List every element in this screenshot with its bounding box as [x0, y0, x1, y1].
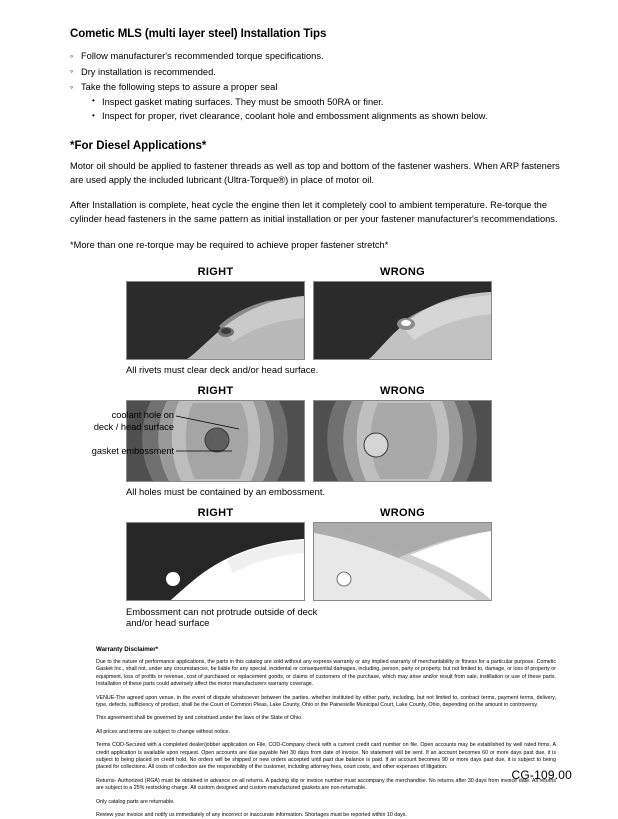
- figure-image-rivets-wrong: [313, 281, 492, 360]
- figure-label-right: RIGHT: [197, 265, 234, 278]
- figure-rivets: [44, 266, 574, 360]
- warranty-paragraph: Terms COD-Secured with a completed dealer/jobber application on File, COD-Company check with a current credit card number on file. Open accounts may be established by well rated firms. A credit application is available upon request. Open accounts are due payable Net 30 days from date of invoice. No statement will be sent. If an account becomes 60 or more days past due, it is subject to being placed on credit hold. No orders will be shipped or new orders accepted until past due balance is paid. If an account becomes 90 or more days past due, it is subject to being placed for collections. All costs of collection are the responsibility of the customer, including attorney fees, court costs, and other expenses of litigation.: [96, 742, 556, 771]
- diesel-heading: *For Diesel Applications*: [70, 139, 207, 152]
- figure-label-right-3: RIGHT: [197, 506, 234, 519]
- warranty-section: [44, 646, 574, 819]
- list-item: [70, 65, 574, 80]
- figure-caption-protrude-line2: and/or head surface: [126, 616, 210, 628]
- figure-caption-rivets: All rivets must clear deck and/or head surface.: [126, 363, 319, 375]
- caption-inner-embossment: [126, 482, 492, 497]
- warranty-paragraph: Only catalog parts are returnable.: [96, 798, 175, 805]
- bullet-text: Take the following steps to assure a proper seal: [81, 82, 278, 92]
- callout-coolant-hole-line2: deck / head surface: [93, 421, 174, 432]
- paragraph-motor-oil: Motor oil should be applied to fastener threads as well as top and bottom of the fastener washers. When ARP fasteners are used apply the included lubricant (Ultra-Torque®) in place of motor oil.: [70, 160, 560, 185]
- document-number: CG-109.00: [511, 768, 572, 782]
- rivet-wrong-diagram: [314, 282, 491, 359]
- list-item: [92, 95, 574, 110]
- warranty-paragraph: All prices and terms are subject to change without notice.: [96, 728, 230, 735]
- figure-right-column-3: [126, 507, 305, 601]
- embossment-right-diagram: [127, 401, 304, 481]
- warranty-paragraph: Review your invoice and notify us immediately of any incorrect or inaccurate information. Shortages must be reported within 10 days.: [96, 812, 407, 819]
- figures-section: [44, 266, 574, 628]
- figure-wrong-column-3: [313, 507, 492, 601]
- figure-label-wrong-2: WRONG: [380, 384, 425, 397]
- paragraph-heat-cycle: After Installation is complete, heat cycle the engine then let it completely cool to ambient temperature. Re-torque the cylinder head fasteners in the same pattern as initial installation or per your fastener manufacturer's recommendations.: [70, 200, 558, 225]
- figure-embossment-wrap: [44, 385, 574, 482]
- rivet-right-diagram: [127, 282, 304, 359]
- figure-label-wrong-3: WRONG: [380, 506, 425, 519]
- sub-list: [92, 95, 574, 124]
- figure-image-protrude-wrong: [313, 522, 492, 601]
- figure-image-rivets-right: [126, 281, 305, 360]
- warranty-paragraph: This agreement shall be governed by and construed under the laws of the State of Ohio.: [96, 715, 303, 722]
- caption-inner-protrude: [126, 601, 492, 628]
- bullet-text: Follow manufacturer's recommended torque specifications.: [81, 51, 324, 61]
- caption-inner-rivets: [126, 360, 492, 375]
- warranty-paragraph: VENUE-The agreed upon venue, in the event of dispute whatsoever between the parties, whether instituted by either party, including, but not limited to, contract terms, payment terms, delivery, type, defects, sufficiency of product, shall be the Court of Common Pleas, Lake County, Ohio or the Painesville Municipal Court, Lake County, Ohio, depending on the amount in controversy.: [96, 694, 556, 709]
- protrude-wrong-diagram: [314, 523, 491, 600]
- protrude-right-diagram: [127, 523, 304, 600]
- sub-bullet-text: Inspect gasket mating surfaces. They must be smooth 50RA or finer.: [102, 96, 384, 107]
- warranty-paragraph: Returns- Authorized (RGA) must be obtained in advance on all returns. A packing slip or invoice number must accompany the merchandise. No returns after 30 days from invoice date. All returns are subject to a 25% restocking charge. All custom designed and custom manufactured gaskets are non-returnable.: [96, 777, 556, 792]
- caption-wrap-embossment: [44, 482, 574, 497]
- figure-wrong-column: [313, 266, 492, 360]
- figure-caption-embossment: All holes must be contained by an embossment.: [126, 485, 326, 497]
- list-item: [70, 49, 574, 64]
- callout-gasket-embossment: gasket embossment: [91, 445, 174, 456]
- bullet-text: Dry installation is recommended.: [81, 66, 216, 77]
- warranty-heading: Warranty Disclaimer*: [96, 645, 159, 653]
- list-item: [70, 80, 574, 124]
- embossment-wrong-diagram: [314, 401, 491, 481]
- figure-right-column-2: [126, 385, 305, 482]
- sub-bullet-text: Inspect for proper, rivet clearance, coolant hole and embossment alignments as shown below.: [102, 111, 488, 121]
- figure-right-column: [126, 266, 305, 360]
- figure-image-embossment-wrong: [313, 400, 492, 482]
- figure-label-wrong: WRONG: [380, 265, 425, 278]
- caption-wrap-protrude: [44, 601, 574, 628]
- figure-wrong-column-2: [313, 385, 492, 482]
- list-item: [92, 109, 574, 124]
- callout-coolant-hole-line1: coolant hole on: [111, 409, 174, 420]
- figure-embossment: [44, 385, 574, 482]
- figure-protrude: [44, 507, 574, 601]
- paragraph-retorque-note: *More than one re-torque may be required to achieve proper fastener stretch*: [70, 239, 389, 250]
- figure-image-embossment-right: [126, 400, 305, 482]
- warranty-paragraph: Due to the nature of performance applications, the parts in this catalog are sold without any express warranty or any implied warranty of merchantability or fitness for a particular purpose. Cometic Gasket Inc., shall not, under any circumstances, be liable for any special, incidental or consequential damages, including, person, party or property, but not limited to, damage, or loss of property or equipment, loss of profits or revenue, cost of purchased or replacement goods, or claims of customers of the purchase, which may arise and/or result from sale, instillation or use of these parts. Installation of these parts could adversely affect the motor manufacturers warranty coverage.: [96, 658, 556, 688]
- page-title: Cometic MLS (multi layer steel) Installation Tips: [70, 28, 327, 40]
- caption-wrap-rivets: [44, 360, 574, 375]
- figure-image-protrude-right: [126, 522, 305, 601]
- figure-label-right-2: RIGHT: [197, 384, 234, 397]
- tips-list: [70, 49, 574, 124]
- figure-caption-protrude-line1: Embossment can not protrude outside of deck: [126, 605, 318, 617]
